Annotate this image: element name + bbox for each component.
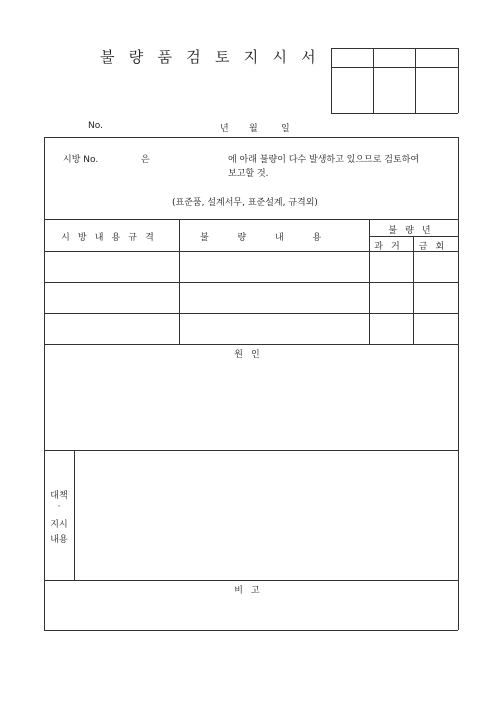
doc-number-label: No. bbox=[88, 121, 103, 131]
action-label-line2: 지시 bbox=[50, 520, 68, 530]
action-divider bbox=[74, 450, 75, 580]
document-title: 불량품검토지시서 bbox=[100, 48, 330, 66]
col-year-header: 불량년 bbox=[388, 226, 439, 236]
col-spec-header: 시방내용규격 bbox=[61, 233, 162, 243]
cause-label: 원인 bbox=[234, 350, 268, 360]
day-label: 일 bbox=[281, 124, 290, 134]
notice-message-line2: 보고할 것. bbox=[228, 169, 269, 179]
cause-divider bbox=[44, 450, 458, 451]
action-label-line3: 내용 bbox=[50, 535, 68, 545]
col-defect-header: 불량내용 bbox=[200, 233, 350, 243]
col-past-header: 과거 bbox=[374, 242, 408, 252]
eun-label: 은 bbox=[141, 155, 150, 165]
month-label: 월 bbox=[249, 124, 258, 134]
notice-note: (표준품, 설계서무, 표준설계, 규격외) bbox=[172, 198, 318, 208]
sibang-no-label: 시방 No. bbox=[63, 155, 99, 165]
year-label: 년 bbox=[220, 124, 229, 134]
action-bottom-divider bbox=[44, 580, 458, 581]
action-label-dot: · bbox=[57, 502, 61, 512]
notice-message-line1: 에 아래 불량이 다수 발생하고 있으므로 검토하여 bbox=[228, 155, 420, 165]
action-label-line1: 대책 bbox=[50, 491, 68, 501]
remarks-label: 비고 bbox=[234, 586, 268, 596]
col-current-header: 금회 bbox=[418, 242, 453, 252]
